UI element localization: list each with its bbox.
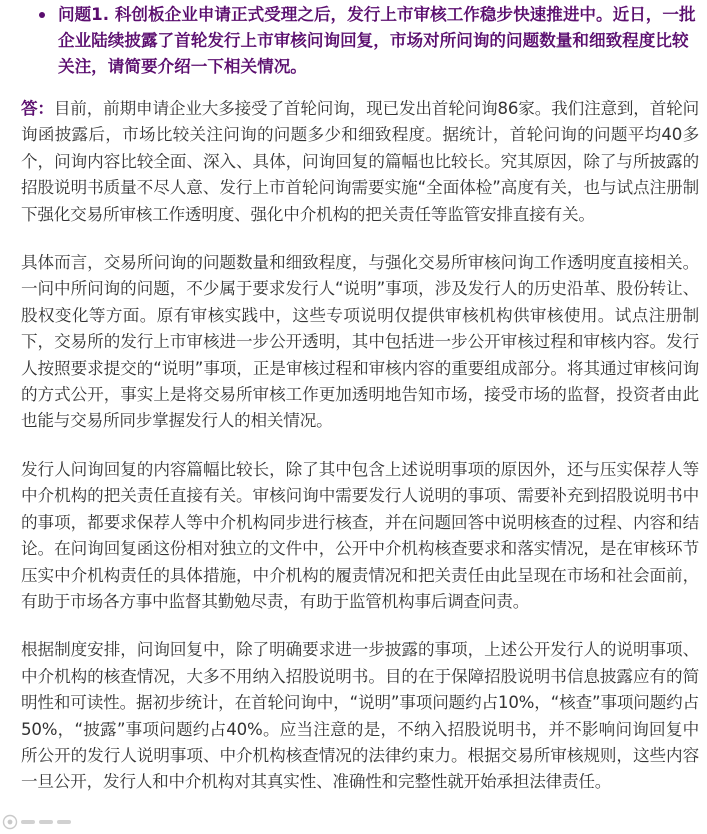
answer-paragraph-text: 发行人问询回复的内容篇幅比较长，除了其中包含上述说明事项的原因外，还与压实保荐人等中介机构的把关责任直接有关。审核问询中需要发行人说明的事项、需要补充到招股说明书中的事项，都要求保荐人等中介机构同步进行核查，并在问题回答中说明核查的过程、内容和结论。在问询回复函这份相对独立的文件中，公开中介机构核查要求和落实情况，是在审核环节压实中介机构责任的具体措施，中介机构的履责情况和把关责任由此呈现在市场和社会面前，有助于市场各方事中监督其勤勉尽责，有助于监管机构事后调查问责。: [21, 459, 699, 611]
answer-paragraph: [21, 457, 699, 615]
watermark-logo-icon: [2, 810, 82, 834]
answer-paragraph-text: 目前，前期申请企业大多接受了首轮问询，现已发出首轮问询86家。我们注意到，首轮问询函披露后，市场比较关注问询的问题多少和细致程度。据统计，首轮问询的问题平均40多个，问询内容比较全面、深入、具体，问询回复的篇幅也比较长。究其原因，除了与所披露的招股说明书质量不尽人意、发行上市首轮问询需要实施“全面体检”高度有关，也与试点注册制下强化交易所审核工作透明度、强化中介机构的把关责任等监管安排直接有关。: [21, 99, 699, 224]
bullet-dot-icon: [39, 12, 45, 18]
question-text: 问题1. 科创板企业申请正式受理之后，发行上市审核工作稳步快速推进中。近日，一批企业陆续披露了首轮发行上市审核问询回复，市场对所问询的问题数量和细致程度比较关注，请简要介绍一下相关情况。: [58, 5, 696, 76]
answer-paragraph-text: 根据制度安排，问询回复中，除了明确要求进一步披露的事项，上述公开发行人的说明事项、中介机构的核查情况，大多不用纳入招股说明书。目的在于保障招股说明书信息披露应有的简明性和可读性。据初步统计，在首轮问询中，“说明”事项问题约占10%，“核查”事项问题约占50%，“披露”事项问题约占40%。应当注意的是，不纳入招股说明书，并不影响问询回复中所公开的发行人说明事项、中介机构核查情况的法律约束力。根据交易所审核规则，这些内容一旦公开，发行人和中介机构对其真实性、准确性和完整性就开始承担法律责任。: [21, 640, 699, 792]
answer-paragraph: [21, 250, 699, 435]
answer-paragraph-text: 具体而言，交易所问询的问题数量和细致程度，与强化交易所审核问询工作透明度直接相关。一问中所问询的问题，不少属于要求发行人“说明”事项，涉及发行人的历史沿革、股份转让、股权变化等方面。原有审核实践中，这些专项说明仅提供审核机构供审核使用。试点注册制下，交易所的发行上市审核进一步公开透明，其中包括进一步公开审核过程和审核内容。发行人按照要求提交的“说明”事项，正是审核过程和审核内容的重要组成部分。将其通过审核问询的方式公开，事实上是将交易所审核工作更加透明地告知市场，接受市场的监督，投资者由此也能与交易所同步掌握发行人的相关情况。: [21, 253, 699, 431]
answer-label: 答：: [21, 99, 54, 118]
question-item: [21, 2, 699, 80]
answer-paragraph: [21, 96, 699, 228]
answer-paragraph: [21, 637, 699, 795]
